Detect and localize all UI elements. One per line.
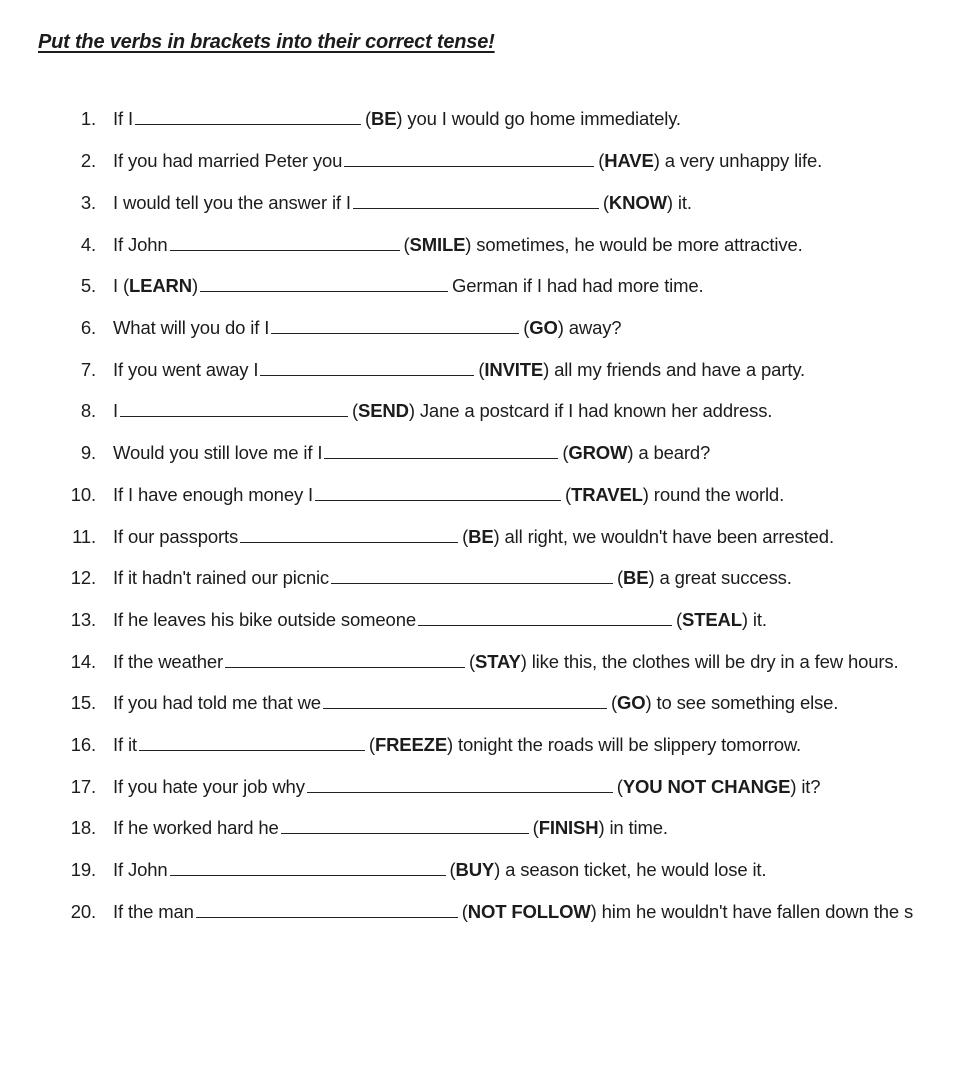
item-sentence <box>113 815 668 841</box>
item-number: 20. <box>70 901 96 922</box>
verb-prompt: (FREEZE) <box>368 734 454 755</box>
answer-blank[interactable] <box>225 649 465 668</box>
verb-prompt: (BE) <box>364 108 403 129</box>
sentence-end: German if I had had more time. <box>452 275 704 296</box>
verb-prompt: (NOT FOLLOW) <box>461 901 597 922</box>
sentence-end: in time. <box>604 817 668 838</box>
item-number: 12. <box>70 567 96 588</box>
answer-blank[interactable] <box>344 148 594 167</box>
sentence-start: If John <box>113 234 168 255</box>
item-sentence <box>113 482 784 508</box>
sentence-end: a season ticket, he would lose it. <box>500 859 767 880</box>
item-sentence <box>113 774 820 800</box>
item-number: 19. <box>70 859 96 880</box>
answer-blank[interactable] <box>323 690 607 709</box>
item-number: 9. <box>80 442 96 463</box>
item-sentence <box>113 315 621 341</box>
item-sentence <box>113 857 766 883</box>
answer-blank[interactable] <box>260 357 474 376</box>
item-number: 10. <box>70 484 96 505</box>
answer-blank[interactable] <box>170 857 446 876</box>
answer-blank[interactable] <box>353 190 599 209</box>
sentence-start: I <box>113 400 118 421</box>
sentence-start: If John <box>113 859 168 880</box>
verb-prompt: (KNOW) <box>602 192 673 213</box>
sentence-end: it. <box>672 192 692 213</box>
sentence-end: all my friends and have a party. <box>549 359 806 380</box>
verb-prompt: (BUY) <box>449 859 501 880</box>
answer-blank[interactable] <box>418 607 672 626</box>
item-number: 5. <box>80 275 96 296</box>
answer-blank[interactable] <box>196 899 458 918</box>
sentence-end: him he wouldn't have fallen down the s <box>596 901 914 922</box>
sentence-start: If the weather <box>113 651 223 672</box>
item-number: 14. <box>70 651 96 672</box>
sentence-end: it. <box>747 609 767 630</box>
item-sentence <box>113 899 913 925</box>
sentence-start: If our passports <box>113 526 239 547</box>
sentence-end: a beard? <box>633 442 711 463</box>
sentence-start: If it <box>113 734 137 755</box>
answer-blank[interactable] <box>315 482 561 501</box>
item-sentence <box>113 607 767 633</box>
item-number: 6. <box>80 317 96 338</box>
sentence-end: it? <box>796 776 821 797</box>
item-number: 11. <box>72 526 96 547</box>
sentence-start: I (LEARN) <box>113 275 198 296</box>
answer-blank[interactable] <box>120 398 348 417</box>
sentence-end: tonight the roads will be slippery tomorrow. <box>453 734 802 755</box>
verb-prompt: (STEAL) <box>675 609 748 630</box>
worksheet-title: Put the verbs in brackets into their correct tense! <box>38 31 495 53</box>
sentence-end: a very unhappy life. <box>659 150 823 171</box>
item-number: 1. <box>80 108 96 129</box>
answer-blank[interactable] <box>281 815 529 834</box>
sentence-start: If he worked hard he <box>113 817 279 838</box>
item-sentence <box>113 232 803 258</box>
sentence-end: Jane a postcard if I had known her address. <box>414 400 773 421</box>
sentence-start: If you hate your job why <box>113 776 305 797</box>
item-number: 7. <box>80 359 96 380</box>
item-number: 4. <box>80 234 96 255</box>
answer-blank[interactable] <box>135 106 361 125</box>
item-sentence <box>113 649 898 675</box>
sentence-start: If the man <box>113 901 194 922</box>
sentence-start: If I have enough money I <box>113 484 314 505</box>
item-sentence <box>113 440 710 466</box>
answer-blank[interactable] <box>307 774 613 793</box>
item-sentence <box>113 690 838 716</box>
verb-prompt: (GO) <box>610 692 652 713</box>
sentence-start: If you went away I <box>113 359 259 380</box>
item-sentence <box>113 190 692 216</box>
answer-blank[interactable] <box>139 732 365 751</box>
sentence-start: If he leaves his bike outside someone <box>113 609 416 630</box>
answer-blank[interactable] <box>324 440 558 459</box>
verb-prompt: (YOU NOT CHANGE) <box>616 776 797 797</box>
item-sentence <box>113 565 792 591</box>
verb-prompt: (GO) <box>523 317 564 338</box>
sentence-end: like this, the clothes will be dry in a few hours. <box>526 651 899 672</box>
verb-prompt: (STAY) <box>469 651 527 672</box>
sentence-start: If it hadn't rained our picnic <box>113 567 330 588</box>
item-number: 3. <box>80 192 96 213</box>
item-number: 16. <box>70 734 96 755</box>
item-number: 2. <box>80 150 96 171</box>
item-sentence <box>113 524 834 550</box>
answer-blank[interactable] <box>170 232 400 251</box>
item-sentence <box>113 732 801 758</box>
item-sentence <box>113 106 681 132</box>
sentence-end: a great success. <box>654 567 792 588</box>
verb-prompt: (TRAVEL) <box>565 484 649 505</box>
verb-prompt: (FINISH) <box>532 817 605 838</box>
item-number: 15. <box>70 692 96 713</box>
item-sentence <box>113 273 704 299</box>
sentence-start: If you had married Peter you <box>113 150 343 171</box>
sentence-start: If I <box>113 108 133 129</box>
item-number: 8. <box>80 400 96 421</box>
verb-prompt: (HAVE) <box>598 150 660 171</box>
answer-blank[interactable] <box>200 273 448 292</box>
item-sentence <box>113 148 822 174</box>
sentence-end: all right, we wouldn't have been arrested. <box>499 526 834 547</box>
item-number: 18. <box>70 817 96 838</box>
sentence-start: I would tell you the answer if I <box>113 192 351 213</box>
item-sentence <box>113 357 805 383</box>
sentence-end: you I would go home immediately. <box>402 108 681 129</box>
verb-prompt: (GROW) <box>562 442 634 463</box>
item-number: 17. <box>70 776 96 797</box>
item-number: 13. <box>70 609 96 630</box>
answer-blank[interactable] <box>271 315 519 334</box>
answer-blank[interactable] <box>240 524 458 543</box>
sentence-start: If you had told me that we <box>113 692 321 713</box>
item-sentence <box>113 398 772 424</box>
sentence-end: away? <box>563 317 622 338</box>
sentence-end: to see something else. <box>651 692 839 713</box>
verb-prompt: (BE) <box>617 567 655 588</box>
verb-prompt: (INVITE) <box>478 359 550 380</box>
sentence-end: round the world. <box>648 484 785 505</box>
verb-prompt: (BE) <box>462 526 500 547</box>
sentence-start: What will you do if I <box>113 317 270 338</box>
sentence-start: Would you still love me if I <box>113 442 323 463</box>
answer-blank[interactable] <box>331 565 613 584</box>
sentence-end: sometimes, he would be more attractive. <box>471 234 803 255</box>
verb-prompt: (SMILE) <box>403 234 472 255</box>
verb-prompt: (SEND) <box>352 400 415 421</box>
